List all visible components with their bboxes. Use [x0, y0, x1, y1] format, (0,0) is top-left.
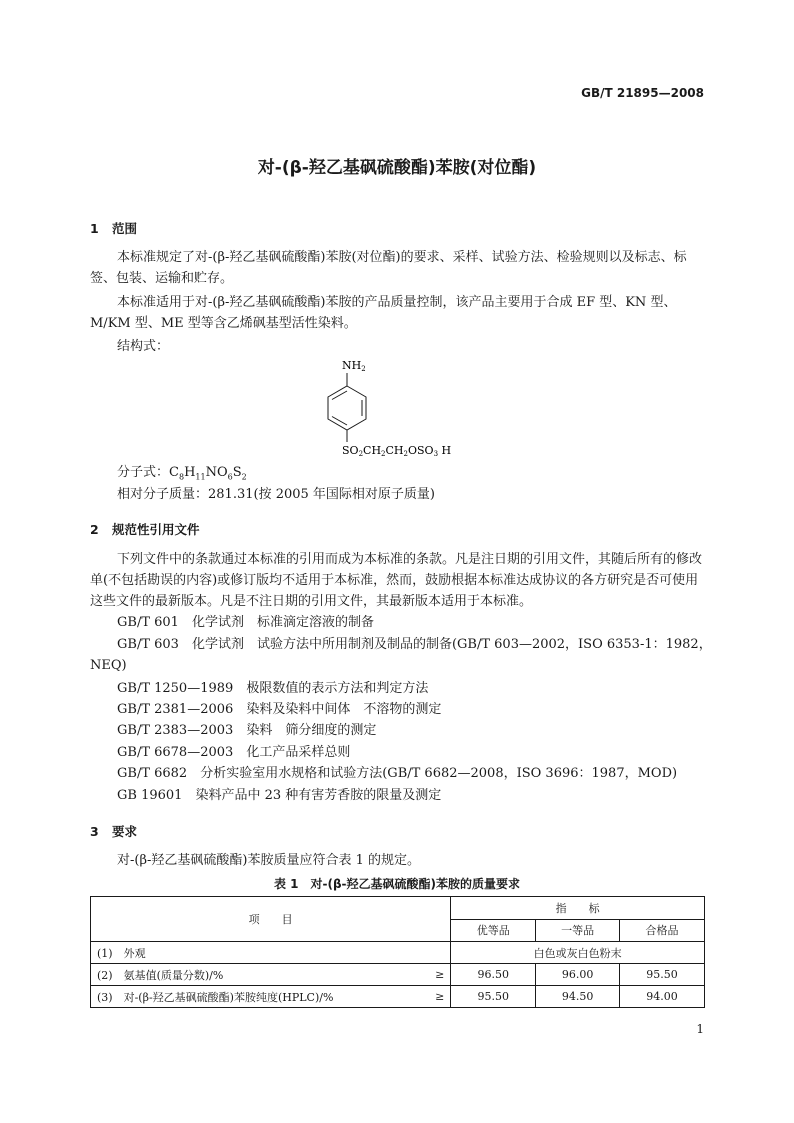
- requirements-paragraph: 对-(β-羟乙基砜硫酸酯)苯胺质量应符合表 1 的规定。: [117, 853, 420, 868]
- formula-label: 分子式：: [117, 465, 170, 480]
- benzene-ring: [328, 386, 366, 430]
- scope-paragraph-1: 本标准规定了对-(β-羟乙基砜硫酸酯)苯胺(对位酯)的要求、采样、试验方法、检验规则以及标志、标签、包装、运输和贮存。: [90, 250, 687, 286]
- reference-item: GB/T 603 化学试剂 试验方法中所用制剂及制品的制备(GB/T 603—2002，ISO 6353-1：1982，: [117, 637, 712, 652]
- row-operator: ≥: [415, 986, 451, 1008]
- structure-label: 结构式：: [117, 339, 170, 354]
- section-1-heading: [90, 219, 137, 237]
- row-value: 94.00: [620, 986, 705, 1008]
- amino-group-label: NH2: [342, 359, 366, 373]
- header-item: 项 目: [91, 897, 451, 942]
- section-3-heading: [90, 822, 137, 840]
- section-number: 2: [90, 522, 99, 537]
- row-operator: ≥: [415, 964, 451, 986]
- sulfonyl-chain-label: SO2CH2CH2OSO3 H: [342, 444, 452, 458]
- structural-formula: [320, 356, 480, 460]
- reference-item: GB/T 6682 分析实验室用水规格和试验方法(GB/T 6682—2008，ISO 3696：1987，MOD): [117, 766, 678, 781]
- header-grade: 合格品: [620, 919, 705, 942]
- reference-item: GB/T 1250—1989 极限数值的表示方法和判定方法: [117, 681, 429, 696]
- reference-item-continued: NEQ): [90, 658, 127, 673]
- row-value: 94.50: [536, 986, 620, 1008]
- row-operator: [415, 942, 451, 964]
- formula-value: $C_8H_{11}NO_6S_2$: [169, 465, 247, 482]
- references-intro: 下列文件中的条款通过本标准的引用而成为本标准的条款。凡是注日期的引用文件，其随后所有的修改单(不包括勘误的内容)或修订版均不适用于本标准，然而，鼓励根据本标准达成协议的各方研究是否可使用这些文件的最新版本。凡是不注日期的引用文件，其最新版本适用于本标准。: [90, 552, 703, 609]
- header-index: 指 标: [451, 897, 705, 920]
- header-grade: 一等品: [536, 919, 620, 942]
- row-value: 95.50: [451, 986, 536, 1008]
- quality-requirements-table: [90, 896, 705, 1008]
- row-item: (3) 对-(β-羟乙基砜硫酸酯)苯胺纯度(HPLC)/%: [91, 986, 415, 1008]
- row-value: 96.00: [536, 964, 620, 986]
- reference-item: GB/T 2381—2006 染料及染料中间体 不溶物的测定: [117, 702, 442, 717]
- table-row: [91, 964, 705, 986]
- table-caption: 表 1 对-(β-羟乙基砜硫酸酯)苯胺的质量要求: [273, 877, 521, 891]
- header-grade: 优等品: [451, 919, 536, 942]
- reference-item: GB/T 6678—2003 化工产品采样总则: [117, 745, 351, 760]
- table-row: [91, 986, 705, 1008]
- scope-paragraph-2: 本标准适用于对-(β-羟乙基砜硫酸酯)苯胺的产品质量控制，该产品主要用于合成 EF 型、KN 型、M/KM 型、ME 型等含乙烯砜基型活性染料。: [90, 295, 677, 331]
- row-merged-value: 白色或灰白色粉末: [451, 942, 705, 964]
- row-item: (1) 外观: [91, 942, 415, 964]
- reference-item: GB/T 2383—2003 染料 筛分细度的测定: [117, 723, 377, 738]
- row-value: 96.50: [451, 964, 536, 986]
- section-2-heading: [90, 520, 200, 538]
- section-number: 3: [90, 824, 99, 839]
- table-row: [91, 942, 705, 964]
- molecular-weight: 相对分子质量：281.31(按 2005 年国际相对原子质量): [117, 487, 435, 502]
- section-title: 范围: [112, 221, 138, 236]
- reference-item: GB 19601 染料产品中 23 种有害芳香胺的限量及测定: [117, 788, 442, 803]
- standard-code: GB/T 21895—2008: [581, 86, 704, 100]
- reference-item: GB/T 601 化学试剂 标准滴定溶液的制备: [117, 615, 374, 630]
- section-title: 规范性引用文件: [112, 522, 200, 537]
- table-header-row: [91, 897, 705, 920]
- page-number: 1: [696, 1022, 704, 1036]
- section-number: 1: [90, 221, 99, 236]
- row-item: (2) 氨基值(质量分数)/%: [91, 964, 415, 986]
- document-title: 对-(β-羟乙基砜硫酸酯)苯胺(对位酯): [257, 158, 537, 178]
- section-title: 要求: [112, 824, 138, 839]
- row-value: 95.50: [620, 964, 705, 986]
